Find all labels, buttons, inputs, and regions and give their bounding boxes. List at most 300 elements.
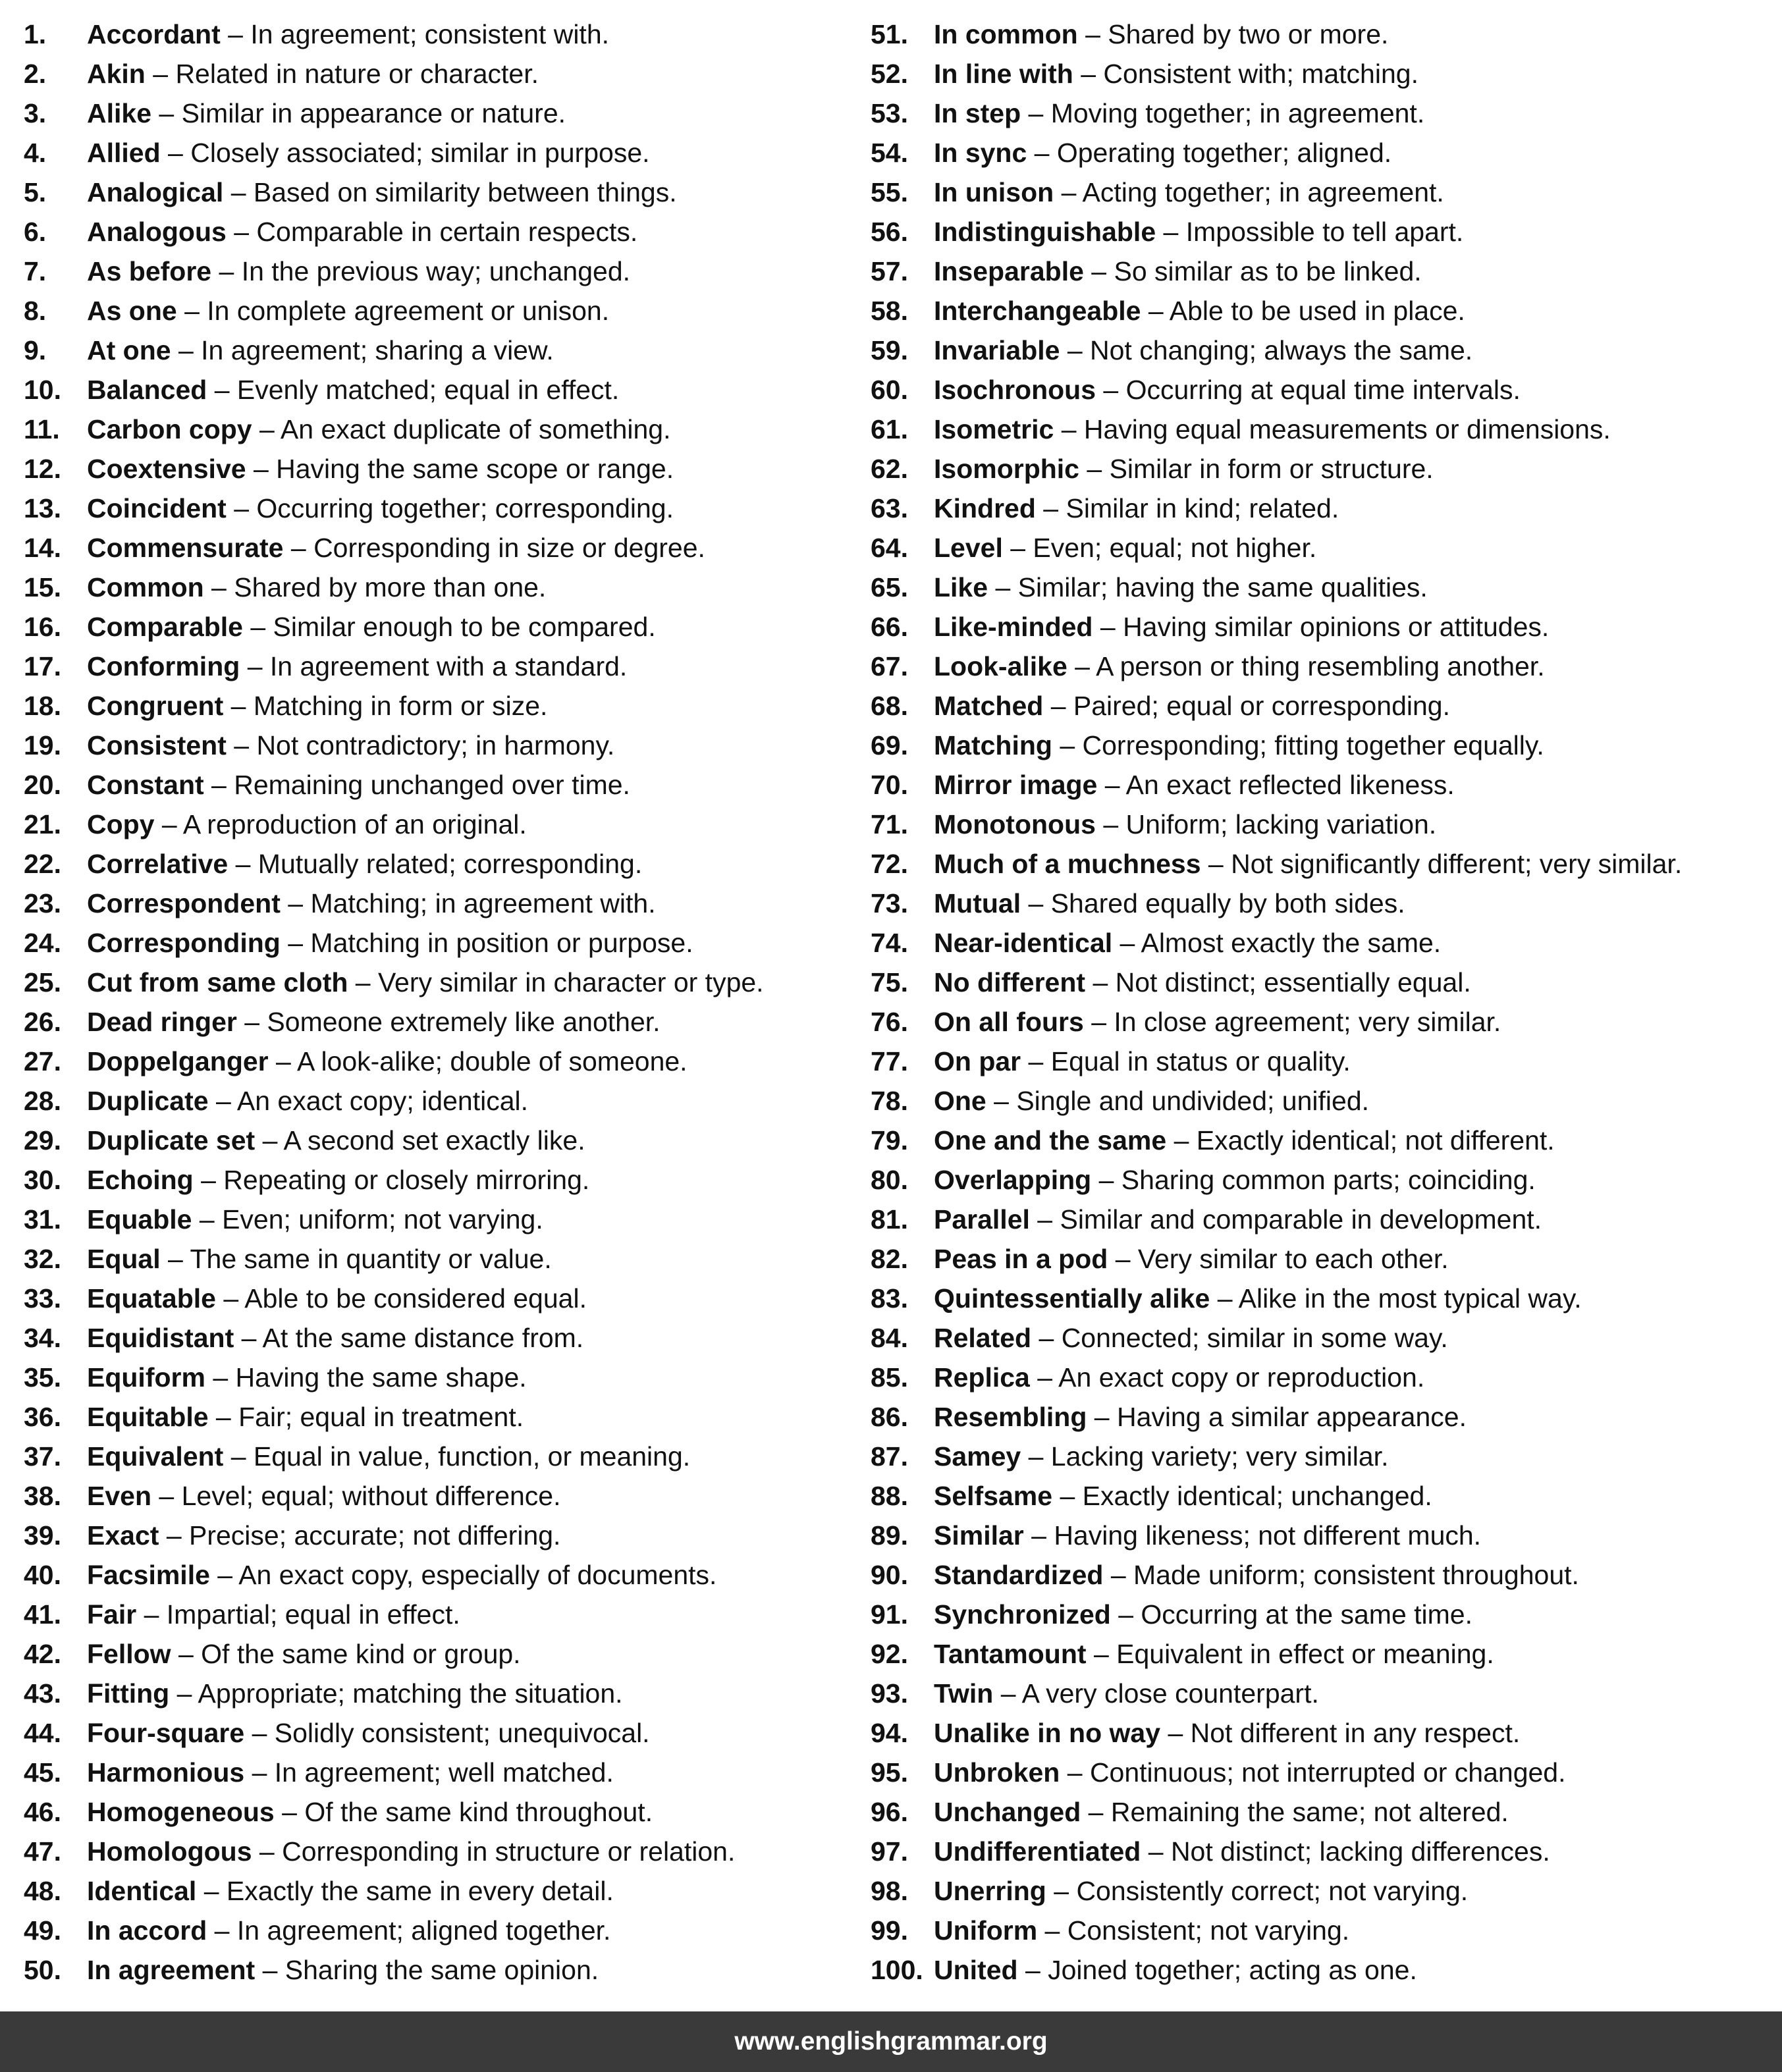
entry-word: Correspondent bbox=[87, 888, 281, 918]
entry-word: Fellow bbox=[87, 1639, 171, 1669]
list-item bbox=[24, 726, 840, 765]
list-item bbox=[24, 1713, 840, 1753]
entry-text bbox=[87, 923, 693, 963]
entry-word: Unalike in no way bbox=[934, 1718, 1161, 1748]
entry-definition: – At the same distance from. bbox=[234, 1323, 584, 1353]
entry-word: Matching bbox=[934, 730, 1052, 760]
entry-text bbox=[934, 1950, 1417, 1990]
entry-definition: – Occurring at equal time intervals. bbox=[1096, 375, 1521, 405]
entry-definition: – The same in quantity or value. bbox=[160, 1244, 552, 1274]
list-item bbox=[24, 528, 840, 568]
entry-text bbox=[87, 1397, 524, 1437]
entry-text bbox=[87, 54, 539, 93]
entry-word: United bbox=[934, 1955, 1018, 1985]
entry-word: Balanced bbox=[87, 375, 207, 405]
entry-text bbox=[934, 884, 1405, 923]
entry-word: As one bbox=[87, 296, 177, 326]
entry-text bbox=[934, 1358, 1424, 1397]
entry-definition: – Someone extremely like another. bbox=[236, 1007, 661, 1037]
entry-number: 62. bbox=[871, 454, 908, 484]
entry-definition: – Impartial; equal in effect. bbox=[136, 1599, 460, 1630]
entry-text bbox=[87, 1713, 650, 1753]
entry-word: Overlapping bbox=[934, 1165, 1092, 1195]
entry-word: Equidistant bbox=[87, 1323, 234, 1353]
entry-definition: – Able to be considered equal. bbox=[215, 1283, 587, 1314]
entry-text bbox=[934, 647, 1545, 686]
entry-word: Homogeneous bbox=[87, 1797, 275, 1827]
entry-word: Matched bbox=[934, 691, 1044, 721]
list-item bbox=[24, 1081, 840, 1121]
entry-word: Duplicate bbox=[87, 1086, 209, 1116]
entry-number: 86. bbox=[871, 1402, 908, 1432]
list-item bbox=[24, 686, 840, 726]
entry-number: 31. bbox=[24, 1204, 61, 1235]
list-item bbox=[871, 212, 1782, 252]
entry-number: 36. bbox=[24, 1402, 61, 1432]
entry-word: In unison bbox=[934, 177, 1054, 207]
entry-word: Isomorphic bbox=[934, 454, 1079, 484]
entry-definition: – Solidly consistent; unequivocal. bbox=[244, 1718, 650, 1748]
entry-text bbox=[934, 1081, 1369, 1121]
list-item bbox=[24, 765, 840, 805]
entry-text bbox=[87, 173, 677, 212]
entry-number: 64. bbox=[871, 533, 908, 563]
entry-text bbox=[87, 331, 554, 370]
entry-text bbox=[87, 647, 627, 686]
list-item bbox=[871, 1002, 1782, 1042]
entry-text bbox=[87, 1950, 599, 1990]
entry-word: Equable bbox=[87, 1204, 192, 1235]
entry-definition: – Having the same scope or range. bbox=[246, 454, 674, 484]
entry-text bbox=[87, 1042, 688, 1081]
entry-number: 42. bbox=[24, 1639, 61, 1669]
entry-number: 22. bbox=[24, 849, 61, 879]
list-item bbox=[871, 844, 1782, 884]
entry-definition: – Repeating or closely mirroring. bbox=[193, 1165, 590, 1195]
list-item bbox=[24, 568, 840, 607]
entry-definition: – Remaining the same; not altered. bbox=[1081, 1797, 1509, 1827]
entry-number: 18. bbox=[24, 691, 61, 721]
list-item bbox=[871, 1753, 1782, 1792]
entry-text bbox=[934, 1911, 1349, 1950]
entry-definition: – An exact reflected likeness. bbox=[1097, 770, 1455, 800]
entry-definition: – Alike in the most typical way. bbox=[1210, 1283, 1582, 1314]
entry-number: 4. bbox=[24, 138, 47, 168]
entry-number: 71. bbox=[871, 809, 908, 839]
entry-text bbox=[87, 14, 609, 54]
list-item bbox=[24, 331, 840, 370]
entry-text bbox=[87, 1476, 561, 1516]
entry-number: 45. bbox=[24, 1757, 61, 1788]
list-item bbox=[24, 1595, 840, 1634]
entry-number: 17. bbox=[24, 651, 61, 681]
entry-word: Doppelganger bbox=[87, 1046, 269, 1076]
entry-word: Corresponding bbox=[87, 928, 281, 958]
entry-word: Unchanged bbox=[934, 1797, 1081, 1827]
list-item bbox=[24, 1239, 840, 1279]
list-item bbox=[871, 1397, 1782, 1437]
list-item bbox=[871, 686, 1782, 726]
entry-word: Constant bbox=[87, 770, 204, 800]
entry-text bbox=[87, 410, 671, 449]
entry-number: 53. bbox=[871, 98, 908, 128]
entry-definition: – Almost exactly the same. bbox=[1112, 928, 1442, 958]
list-item bbox=[871, 173, 1782, 212]
entry-text bbox=[934, 1279, 1582, 1318]
entry-text bbox=[87, 1792, 653, 1832]
entry-text bbox=[87, 805, 527, 844]
entry-number: 27. bbox=[24, 1046, 61, 1076]
entry-word: Twin bbox=[934, 1678, 994, 1709]
entry-number: 65. bbox=[871, 572, 908, 602]
entry-word: Coextensive bbox=[87, 454, 246, 484]
entry-number: 94. bbox=[871, 1718, 908, 1748]
entry-word: Alike bbox=[87, 98, 151, 128]
entry-word: Unbroken bbox=[934, 1757, 1060, 1788]
entry-word: No different bbox=[934, 967, 1086, 997]
list-item bbox=[871, 647, 1782, 686]
entry-definition: – Having likeness; not different much. bbox=[1023, 1520, 1482, 1551]
entry-number: 50. bbox=[24, 1955, 61, 1985]
entry-text bbox=[934, 449, 1434, 489]
entry-definition: – Consistent with; matching. bbox=[1073, 59, 1418, 89]
entry-definition: – Not significantly different; very similar. bbox=[1201, 849, 1683, 879]
entry-number: 95. bbox=[871, 1757, 908, 1788]
entry-definition: – Occurring at the same time. bbox=[1110, 1599, 1472, 1630]
entry-word: Mirror image bbox=[934, 770, 1098, 800]
entry-text bbox=[934, 923, 1441, 963]
entry-word: Inseparable bbox=[934, 256, 1084, 286]
list-item bbox=[24, 1555, 840, 1595]
entry-definition: – Lacking variety; very similar. bbox=[1021, 1441, 1389, 1472]
entry-text bbox=[934, 1239, 1449, 1279]
entry-number: 33. bbox=[24, 1283, 61, 1314]
list-item bbox=[24, 1950, 840, 1990]
list-item bbox=[871, 1437, 1782, 1476]
entry-definition: – Closely associated; similar in purpose. bbox=[160, 138, 650, 168]
list-item bbox=[24, 410, 840, 449]
list-item bbox=[24, 1516, 840, 1555]
entry-definition: – Appropriate; matching the situation. bbox=[169, 1678, 623, 1709]
list-item bbox=[24, 647, 840, 686]
entry-number: 1. bbox=[24, 19, 47, 49]
entry-number: 99. bbox=[871, 1915, 908, 1946]
list-item bbox=[871, 14, 1782, 54]
entry-word: In common bbox=[934, 19, 1078, 49]
entry-definition: – In agreement; well matched. bbox=[244, 1757, 614, 1788]
entry-number: 82. bbox=[871, 1244, 908, 1274]
list-item bbox=[871, 528, 1782, 568]
entry-definition: – Of the same kind throughout. bbox=[274, 1797, 653, 1827]
entry-number: 11. bbox=[24, 414, 60, 444]
entry-word: Equal bbox=[87, 1244, 161, 1274]
entry-text bbox=[934, 1753, 1566, 1792]
entry-definition: – In the previous way; unchanged. bbox=[211, 256, 631, 286]
entry-number: 72. bbox=[871, 849, 908, 879]
word-list-left-column bbox=[24, 14, 840, 1990]
entry-number: 88. bbox=[871, 1481, 908, 1511]
list-item bbox=[24, 1911, 840, 1950]
entry-text bbox=[87, 1832, 735, 1871]
list-item bbox=[871, 1634, 1782, 1674]
entry-word: Isometric bbox=[934, 414, 1054, 444]
entry-definition: – Sharing the same opinion. bbox=[255, 1955, 599, 1985]
entry-text bbox=[87, 1674, 623, 1713]
entry-word: Like bbox=[934, 572, 988, 602]
entry-number: 66. bbox=[871, 612, 908, 642]
list-item bbox=[871, 607, 1782, 647]
entry-text bbox=[934, 844, 1682, 884]
entry-word: Selfsame bbox=[934, 1481, 1053, 1511]
entry-definition: – In agreement with a standard. bbox=[240, 651, 628, 681]
entry-definition: – Having similar opinions or attitudes. bbox=[1093, 612, 1550, 642]
entry-word: Uniform bbox=[934, 1915, 1038, 1946]
entry-text bbox=[87, 1200, 543, 1239]
list-item bbox=[871, 805, 1782, 844]
entry-number: 34. bbox=[24, 1323, 61, 1353]
entry-text bbox=[934, 1674, 1319, 1713]
list-item bbox=[871, 1950, 1782, 1990]
entry-word: Unerring bbox=[934, 1876, 1046, 1906]
entry-text bbox=[87, 1595, 460, 1634]
list-item bbox=[871, 1832, 1782, 1871]
entry-text bbox=[87, 1871, 614, 1911]
list-item bbox=[871, 1476, 1782, 1516]
entry-number: 8. bbox=[24, 296, 47, 326]
list-item bbox=[871, 410, 1782, 449]
entry-word: Common bbox=[87, 572, 204, 602]
word-list-right-column bbox=[871, 14, 1782, 1990]
entry-word: Homologous bbox=[87, 1836, 252, 1867]
entry-word: Commensurate bbox=[87, 533, 284, 563]
entry-definition: – Equal in value, function, or meaning. bbox=[223, 1441, 691, 1472]
entry-number: 30. bbox=[24, 1165, 61, 1195]
entry-word: Peas in a pod bbox=[934, 1244, 1108, 1274]
entry-definition: – So similar as to be linked. bbox=[1083, 256, 1422, 286]
entry-word: Duplicate set bbox=[87, 1125, 256, 1156]
entry-definition: – Similar and comparable in development. bbox=[1029, 1204, 1542, 1235]
entry-definition: – Equal in status or quality. bbox=[1021, 1046, 1351, 1076]
entry-text bbox=[934, 212, 1463, 252]
entry-number: 60. bbox=[871, 375, 908, 405]
list-item bbox=[24, 173, 840, 212]
entry-word: Resembling bbox=[934, 1402, 1087, 1432]
entry-number: 13. bbox=[24, 493, 61, 523]
entry-definition: – Operating together; aligned. bbox=[1027, 138, 1392, 168]
entry-text bbox=[934, 1160, 1536, 1200]
entry-number: 61. bbox=[871, 414, 908, 444]
list-item bbox=[24, 1476, 840, 1516]
list-item bbox=[871, 923, 1782, 963]
entry-number: 84. bbox=[871, 1323, 908, 1353]
entry-text bbox=[87, 291, 609, 331]
entry-definition: – In agreement; aligned together. bbox=[207, 1915, 611, 1946]
entry-number: 77. bbox=[871, 1046, 908, 1076]
entry-word: Exact bbox=[87, 1520, 159, 1551]
list-item bbox=[871, 1516, 1782, 1555]
entry-word: Equiform bbox=[87, 1362, 205, 1393]
entry-text bbox=[87, 1002, 661, 1042]
entry-number: 23. bbox=[24, 888, 61, 918]
entry-word: Fitting bbox=[87, 1678, 170, 1709]
entry-number: 67. bbox=[871, 651, 908, 681]
entry-word: At one bbox=[87, 335, 171, 365]
entry-number: 21. bbox=[24, 809, 61, 839]
list-item bbox=[871, 133, 1782, 173]
entry-text bbox=[934, 252, 1422, 291]
list-item bbox=[24, 1871, 840, 1911]
footer-bar bbox=[0, 2011, 1782, 2072]
entry-number: 55. bbox=[871, 177, 908, 207]
entry-definition: – Not changing; always the same. bbox=[1060, 335, 1473, 365]
entry-text bbox=[87, 370, 619, 410]
entry-word: Conforming bbox=[87, 651, 240, 681]
entry-definition: – Exactly the same in every detail. bbox=[196, 1876, 614, 1906]
list-item bbox=[24, 805, 840, 844]
list-item bbox=[24, 93, 840, 133]
entry-number: 49. bbox=[24, 1915, 61, 1946]
entry-text bbox=[87, 133, 650, 173]
entry-word: Comparable bbox=[87, 612, 243, 642]
entry-definition: – A look-alike; double of someone. bbox=[268, 1046, 688, 1076]
entry-word: Undifferentiated bbox=[934, 1836, 1141, 1867]
entry-number: 52. bbox=[871, 59, 908, 89]
entry-text bbox=[87, 1081, 528, 1121]
entry-word: Equatable bbox=[87, 1283, 216, 1314]
entry-definition: – A reproduction of an original. bbox=[154, 809, 527, 839]
entry-word: Equitable bbox=[87, 1402, 209, 1432]
entry-text bbox=[87, 1753, 614, 1792]
entry-definition: – Able to be used in place. bbox=[1141, 296, 1465, 326]
entry-definition: – Acting together; in agreement. bbox=[1054, 177, 1444, 207]
list-item bbox=[871, 449, 1782, 489]
entry-number: 29. bbox=[24, 1125, 61, 1156]
entry-definition: – In close agreement; very similar. bbox=[1083, 1007, 1501, 1037]
entry-number: 63. bbox=[871, 493, 908, 523]
list-item bbox=[871, 54, 1782, 93]
list-item bbox=[24, 54, 840, 93]
entry-number: 44. bbox=[24, 1718, 61, 1748]
list-item bbox=[24, 1318, 840, 1358]
list-item bbox=[871, 1871, 1782, 1911]
entry-definition: – Remaining unchanged over time. bbox=[203, 770, 630, 800]
list-item bbox=[24, 370, 840, 410]
entry-text bbox=[87, 963, 764, 1002]
entry-text bbox=[934, 607, 1549, 647]
list-item bbox=[24, 14, 840, 54]
entry-word: On all fours bbox=[934, 1007, 1084, 1037]
entry-number: 14. bbox=[24, 533, 61, 563]
entry-definition: – Similar in appearance or nature. bbox=[151, 98, 566, 128]
entry-word: Level bbox=[934, 533, 1003, 563]
entry-definition: – Matching in position or purpose. bbox=[280, 928, 693, 958]
list-item bbox=[871, 252, 1782, 291]
entry-definition: – Paired; equal or corresponding. bbox=[1043, 691, 1450, 721]
entry-number: 68. bbox=[871, 691, 908, 721]
entry-text bbox=[934, 173, 1444, 212]
entry-number: 83. bbox=[871, 1283, 908, 1314]
entry-text bbox=[87, 844, 642, 884]
entry-text bbox=[934, 805, 1436, 844]
entry-word: One and the same bbox=[934, 1125, 1167, 1156]
list-item bbox=[871, 1713, 1782, 1753]
list-item bbox=[871, 1279, 1782, 1318]
entry-definition: – An exact duplicate of something. bbox=[252, 414, 671, 444]
list-item bbox=[24, 1634, 840, 1674]
entry-text bbox=[87, 1121, 585, 1160]
entry-number: 2. bbox=[24, 59, 47, 89]
entry-definition: – Made uniform; consistent throughout. bbox=[1103, 1560, 1579, 1590]
entry-definition: – Having equal measurements or dimensions. bbox=[1054, 414, 1611, 444]
entry-definition: – Exactly identical; not different. bbox=[1166, 1125, 1555, 1156]
entry-word: Look-alike bbox=[934, 651, 1067, 681]
list-item bbox=[24, 1160, 840, 1200]
entry-text bbox=[934, 568, 1428, 607]
entry-word: In line with bbox=[934, 59, 1073, 89]
entry-word: In agreement bbox=[87, 1955, 256, 1985]
entry-text bbox=[934, 1871, 1468, 1911]
entry-number: 80. bbox=[871, 1165, 908, 1195]
entry-number: 85. bbox=[871, 1362, 908, 1393]
entry-text bbox=[87, 93, 566, 133]
entry-word: Dead ringer bbox=[87, 1007, 237, 1037]
entry-word: Cut from same cloth bbox=[87, 967, 348, 997]
list-item bbox=[871, 1911, 1782, 1950]
entry-word: Carbon copy bbox=[87, 414, 252, 444]
entry-text bbox=[934, 291, 1465, 331]
entry-number: 41. bbox=[24, 1599, 61, 1630]
entry-text bbox=[87, 686, 547, 726]
list-item bbox=[871, 1081, 1782, 1121]
list-item bbox=[871, 568, 1782, 607]
list-item bbox=[24, 489, 840, 528]
entry-text bbox=[934, 1002, 1501, 1042]
entry-text bbox=[934, 93, 1424, 133]
entry-text bbox=[934, 765, 1455, 805]
entry-text bbox=[934, 1476, 1432, 1516]
entry-word: Isochronous bbox=[934, 375, 1096, 405]
entry-number: 26. bbox=[24, 1007, 61, 1037]
list-item bbox=[871, 1674, 1782, 1713]
list-item bbox=[871, 1042, 1782, 1081]
entry-number: 69. bbox=[871, 730, 908, 760]
list-item bbox=[24, 1397, 840, 1437]
entry-definition: – Not distinct; lacking differences. bbox=[1141, 1836, 1550, 1867]
entry-word: Related bbox=[934, 1323, 1032, 1353]
entry-text bbox=[934, 370, 1521, 410]
entry-number: 32. bbox=[24, 1244, 61, 1274]
entry-word: In accord bbox=[87, 1915, 207, 1946]
entry-definition: – Having a similar appearance. bbox=[1087, 1402, 1467, 1432]
entry-text bbox=[87, 1911, 610, 1950]
entry-word: Echoing bbox=[87, 1165, 194, 1195]
entry-text bbox=[87, 568, 546, 607]
entry-number: 19. bbox=[24, 730, 61, 760]
entry-word: Coincident bbox=[87, 493, 227, 523]
entry-word: Kindred bbox=[934, 493, 1036, 523]
list-item bbox=[871, 1160, 1782, 1200]
entry-number: 56. bbox=[871, 217, 908, 247]
list-item bbox=[24, 1792, 840, 1832]
entry-word: Copy bbox=[87, 809, 155, 839]
list-item bbox=[24, 923, 840, 963]
entry-definition: – Not contradictory; in harmony. bbox=[226, 730, 615, 760]
entry-text bbox=[934, 1713, 1520, 1753]
entry-word: Tantamount bbox=[934, 1639, 1087, 1669]
entry-text bbox=[934, 1121, 1555, 1160]
entry-text bbox=[934, 1437, 1388, 1476]
entry-definition: – Shared equally by both sides. bbox=[1021, 888, 1405, 918]
